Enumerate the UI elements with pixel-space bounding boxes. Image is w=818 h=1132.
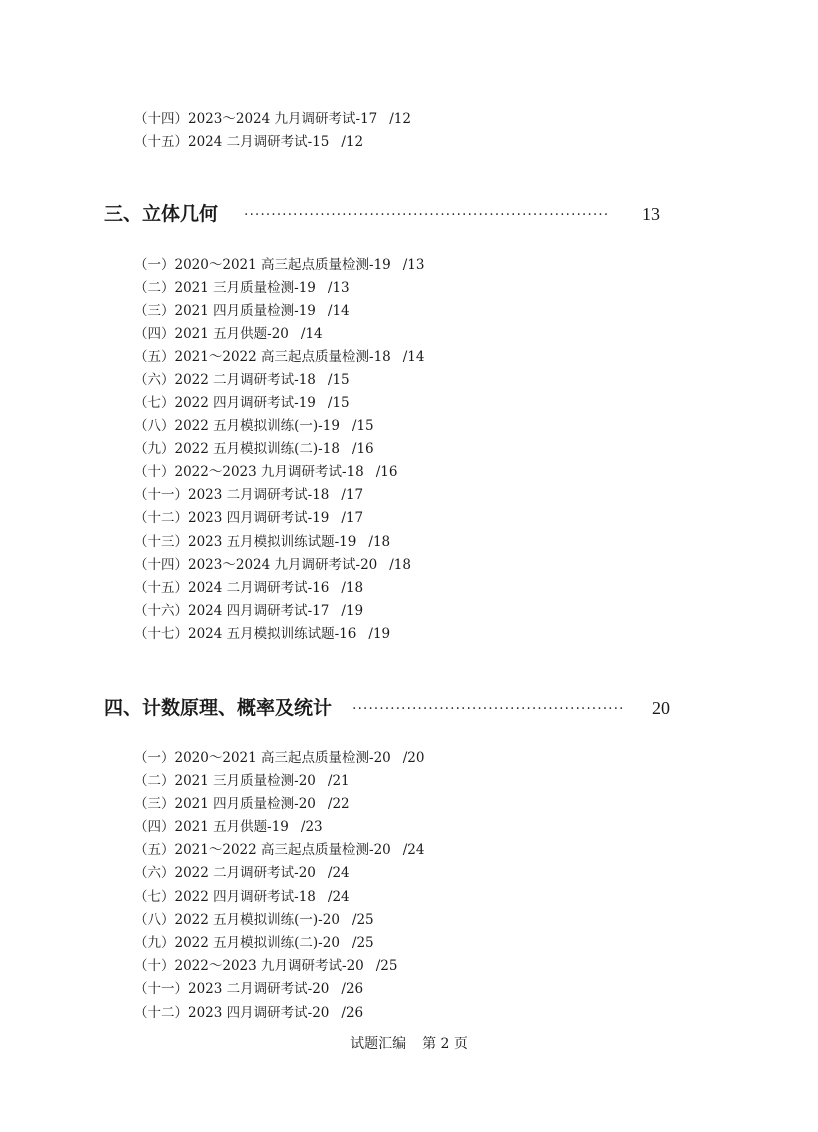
entry-label: （一）2020～2021 高三起点质量检测-20 <box>134 750 391 766</box>
toc-entry <box>134 109 411 129</box>
section-page: 20 <box>652 698 670 718</box>
toc-entry <box>134 462 397 482</box>
entry-page: /26 <box>341 1005 364 1021</box>
entry-page: /12 <box>341 134 364 150</box>
entry-label: （二）2021 三月质量检测-19 <box>134 280 316 296</box>
entry-page: /16 <box>375 464 398 480</box>
entry-page: /18 <box>389 557 411 573</box>
toc-entry <box>134 439 374 459</box>
entry-label: （十二）2023 四月调研考试-20 <box>134 1005 330 1021</box>
entry-label: （十七）2024 五月模拟训练试题-16 <box>134 626 357 642</box>
entry-label: （十五）2024 二月调研考试-15 <box>134 134 330 150</box>
entry-page: /21 <box>327 773 350 789</box>
toc-entry <box>134 301 350 321</box>
entry-page: /14 <box>402 349 425 365</box>
toc-entry <box>134 255 424 275</box>
toc-entry <box>134 578 363 598</box>
section-title: 三、立体几何 <box>104 203 219 225</box>
toc-entry <box>134 840 424 860</box>
toc-entry <box>134 624 390 644</box>
entry-label: （三）2021 四月质量检测-19 <box>134 303 316 319</box>
entry-label: （四）2021 五月供题-19 <box>134 819 289 835</box>
dot-leader: ··································································· <box>244 209 610 221</box>
entry-label: （九）2022 五月模拟训练(二)-20 <box>134 935 340 951</box>
entry-page: /14 <box>327 303 350 319</box>
entry-label: （十一）2023 二月调研考试-20 <box>134 981 330 997</box>
entry-label: （五）2021～2022 高三起点质量检测-20 <box>134 842 391 858</box>
toc-entry <box>134 601 363 621</box>
entry-label: （十二）2023 四月调研考试-19 <box>134 510 330 526</box>
toc-entry <box>134 910 374 930</box>
entry-page: /16 <box>351 441 374 457</box>
entry-page: /17 <box>341 487 364 503</box>
toc-entry <box>134 863 350 883</box>
toc-entry <box>134 817 323 837</box>
entry-label: （十四）2023～2024 九月调研考试-17 <box>134 111 378 127</box>
entry-label: （十六）2024 四月调研考试-17 <box>134 603 330 619</box>
entry-label: （六）2022 二月调研考试-20 <box>134 865 316 881</box>
section-page: 13 <box>642 204 660 224</box>
entry-label: （九）2022 五月模拟训练(二)-18 <box>134 441 340 457</box>
toc-entry <box>134 278 350 298</box>
entry-label: （十四）2023～2024 九月调研考试-20 <box>134 557 378 573</box>
entry-page: /19 <box>368 626 391 642</box>
toc-entry <box>134 933 374 953</box>
entry-page: /23 <box>300 819 323 835</box>
section-title: 四、计数原理、概率及统计 <box>104 697 333 719</box>
toc-entry <box>134 393 350 413</box>
dot-leader: ·················································· <box>352 703 625 715</box>
toc-entry <box>134 132 363 152</box>
entry-page: /15 <box>327 395 350 411</box>
entry-label: （十）2022～2023 九月调研考试-20 <box>134 958 364 974</box>
entry-label: （二）2021 三月质量检测-20 <box>134 773 316 789</box>
toc-entry <box>134 794 350 814</box>
section-heading-solid-geometry <box>104 199 684 229</box>
entry-page: /18 <box>368 534 391 550</box>
toc-entry <box>134 887 350 907</box>
entry-label: （一）2020～2021 高三起点质量检测-19 <box>134 257 391 273</box>
toc-entry <box>134 979 363 999</box>
entry-page: /18 <box>341 580 364 596</box>
entry-page: /12 <box>389 111 411 127</box>
entry-page: /24 <box>402 842 425 858</box>
entry-label: （七）2022 四月调研考试-18 <box>134 889 316 905</box>
entry-page: /24 <box>327 889 350 905</box>
toc-entry <box>134 508 363 528</box>
entry-page: /13 <box>327 280 350 296</box>
entry-label: （十一）2023 二月调研考试-18 <box>134 487 330 503</box>
entry-label: （四）2021 五月供题-20 <box>134 326 289 342</box>
entry-label: （五）2021～2022 高三起点质量检测-18 <box>134 349 391 365</box>
page-footer <box>0 1034 818 1054</box>
entry-page: /13 <box>402 257 425 273</box>
entry-page: /14 <box>300 326 323 342</box>
entry-page: /20 <box>402 750 425 766</box>
toc-entry <box>134 1003 363 1023</box>
entry-label: （十三）2023 五月模拟训练试题-19 <box>134 534 357 550</box>
footer-book-title: 试题汇编 <box>350 1036 407 1052</box>
entry-page: /22 <box>327 796 350 812</box>
toc-entry <box>134 771 350 791</box>
toc-entry <box>134 956 397 976</box>
entry-page: /24 <box>327 865 350 881</box>
entry-page: /25 <box>351 935 374 951</box>
toc-entry <box>134 485 363 505</box>
toc-entry <box>134 324 323 344</box>
entry-label: （十）2022～2023 九月调研考试-18 <box>134 464 364 480</box>
entry-page: /26 <box>341 981 364 997</box>
toc-entry <box>134 347 424 367</box>
entry-label: （八）2022 五月模拟训练(一)-19 <box>134 418 340 434</box>
entry-page: /17 <box>341 510 364 526</box>
entry-page: /25 <box>351 912 374 928</box>
entry-page: /15 <box>351 418 374 434</box>
section-heading-counting-probability-statistics <box>104 693 684 723</box>
entry-page: /19 <box>341 603 364 619</box>
entry-page: /15 <box>327 372 350 388</box>
entry-page: /25 <box>375 958 398 974</box>
entry-label: （六）2022 二月调研考试-18 <box>134 372 316 388</box>
toc-entry <box>134 416 374 436</box>
entry-label: （三）2021 四月质量检测-20 <box>134 796 316 812</box>
entry-label: （十五）2024 二月调研考试-16 <box>134 580 330 596</box>
toc-entry <box>134 370 350 390</box>
toc-entry <box>134 532 390 552</box>
entry-label: （八）2022 五月模拟训练(一)-20 <box>134 912 340 928</box>
toc-entry <box>134 748 424 768</box>
toc-entry <box>134 555 411 575</box>
footer-page-number: 第 2 页 <box>422 1036 468 1052</box>
entry-label: （七）2022 四月调研考试-19 <box>134 395 316 411</box>
